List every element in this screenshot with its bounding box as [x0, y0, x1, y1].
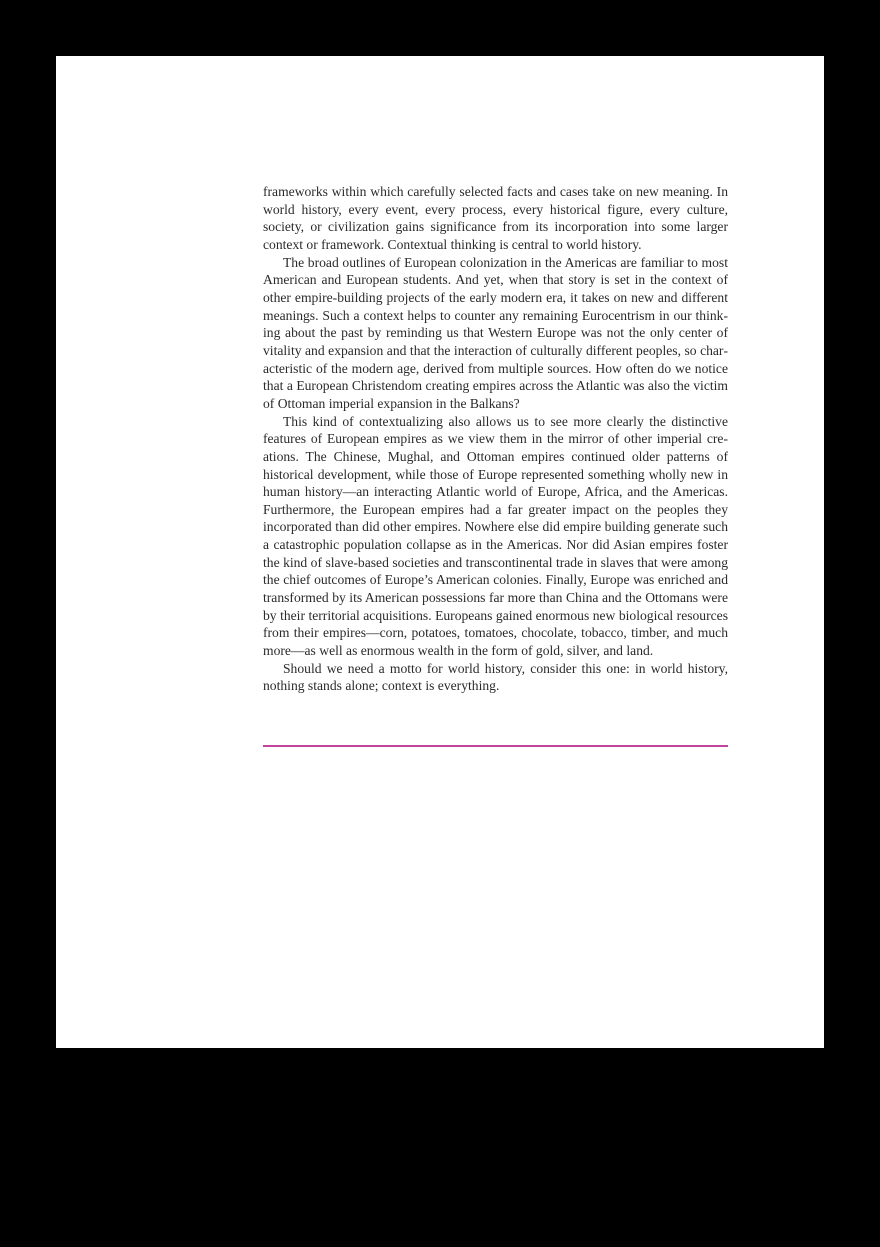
paragraph-contextualizing: This kind of contextualizing also allows us to see more clearly the distinctive features of European empires as we view them in the mirror of other imperial creations. The Chinese, Mughal, and Ottoman empires continued older patterns of historical development, while those of Europe represented something wholly new in human history—an interacting Atlantic world of Europe, Africa, and the Americas. Furthermore, the European empires had a far greater impact on the peoples they incorporated than did other empires. Nowhere else did empire building generate such a catastrophic population collapse as in the Americas. Nor did Asian empires foster the kind of slave-based societies and transcontinental trade in slaves that were among the chief outcomes of Europe’s American colonies. Finally, Europe was enriched and transformed by its American possessions far more than China and the Ottomans were by their territorial acquisitions. Europeans gained enormous new biological resources from their empires—corn, potatoes, tomatoes, chocolate, tobacco, timber, and much more—as well as enormous wealth in the form of gold, silver, and land. — [263, 413, 728, 659]
paragraph-continuation: frameworks within which carefully selected facts and cases take on new meaning. In world history, every event, every process, every historical figure, every culture, society, or civilization gains significance from its incorporation into some larger context or framework. Contextual thinking is central to world history. — [263, 184, 728, 252]
paragraph-motto: Should we need a motto for world history, consider this one: in world history, nothing stands alone; context is everything. — [263, 660, 728, 694]
section-divider-rule — [263, 745, 728, 747]
document-page — [56, 56, 824, 1048]
paragraph-european-colonization: The broad outlines of European colonization in the Americas are familiar to most American and European students. And yet, when that story is set in the context of other empire-building projects of the early modern era, it takes on new and different meanings. Such a context helps to counter any remaining Eurocentrism in our thinking about the past by reminding us that Western Europe was not the only center of vitality and expansion and that the interaction of culturally different peoples, so characteristic of the modern age, derived from multiple sources. How often do we notice that a European Christendom creating empires across the Atlantic was also the victim of Ottoman imperial expansion in the Balkans? — [263, 254, 728, 411]
body-text — [263, 183, 728, 695]
